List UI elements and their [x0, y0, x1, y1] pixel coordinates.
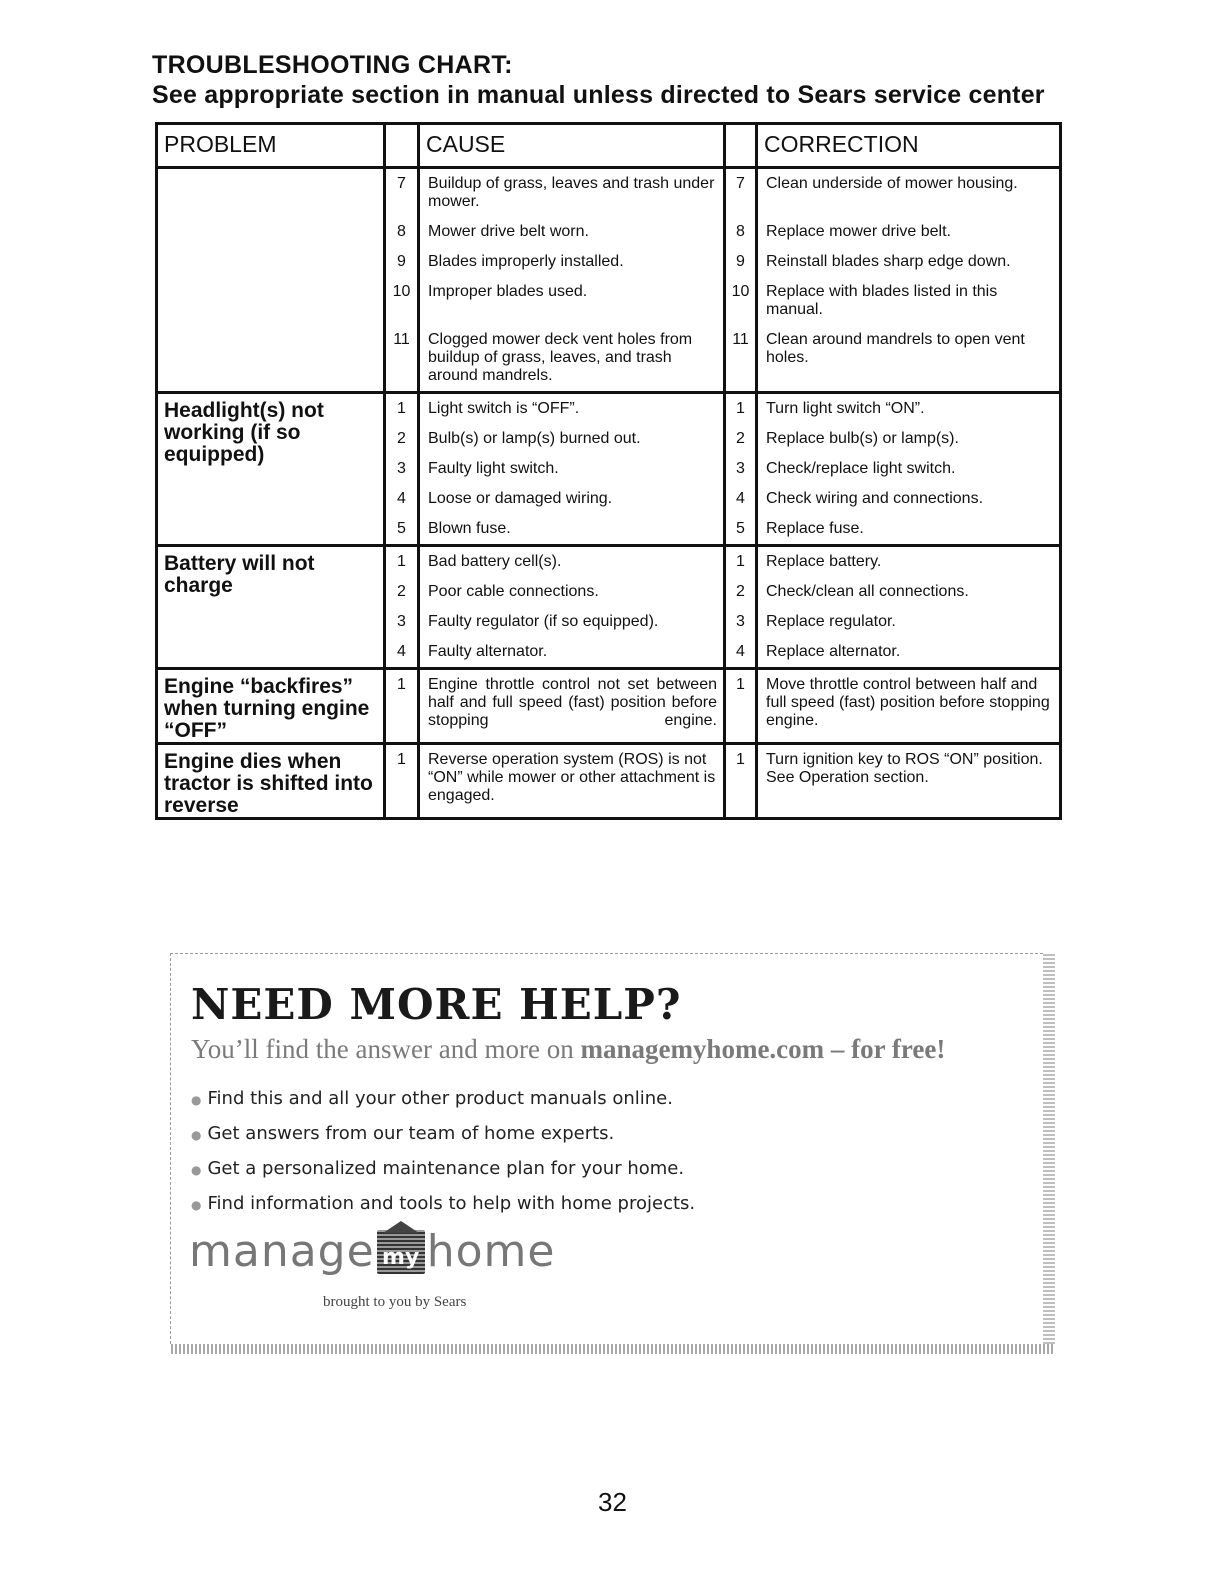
bullet-text: Get a personalized maintenance plan for your home.	[207, 1158, 685, 1179]
page-title: TROUBLESHOOTING CHART:	[152, 51, 513, 79]
row-number: 2	[385, 577, 419, 607]
row-number: 1	[725, 669, 757, 744]
row-number: 7	[385, 168, 419, 218]
page-subtitle: See appropriate section in manual unless directed to Sears service center	[152, 81, 1045, 109]
correction-cell: Check wiring and connections.	[757, 484, 1061, 514]
help-subtitle-text: You’ll find the answer and more on	[191, 1034, 581, 1064]
problem-cell: Headlight(s) not working (if so equipped)	[157, 393, 385, 546]
correction-cell: Replace mower drive belt.	[757, 217, 1061, 247]
header-problem: PROBLEM	[157, 124, 385, 168]
correction-cell: Clean underside of mower housing.	[757, 168, 1061, 218]
correction-cell: Reinstall blades sharp edge down.	[757, 247, 1061, 277]
row-number: 3	[725, 454, 757, 484]
managemyhome-logo	[189, 1226, 555, 1286]
row-number: 8	[725, 217, 757, 247]
correction-cell: Check/clean all connections.	[757, 577, 1061, 607]
row-number: 10	[725, 277, 757, 325]
row-number: 1	[725, 546, 757, 578]
cause-cell: Blades improperly installed.	[419, 247, 725, 277]
row-number: 1	[385, 669, 419, 744]
row-number: 11	[725, 325, 757, 393]
cause-cell: Buildup of grass, leaves and trash under mower.	[419, 168, 725, 218]
row-number: 1	[385, 546, 419, 578]
correction-cell: Clean around mandrels to open vent holes.	[757, 325, 1061, 393]
row-number: 10	[385, 277, 419, 325]
row-number: 9	[385, 247, 419, 277]
correction-cell: Move throttle control between half and full speed (fast) position before stopping engine.	[757, 669, 1061, 744]
table-row	[157, 393, 1061, 425]
row-number: 2	[725, 424, 757, 454]
header-correction: CORRECTION	[757, 124, 1061, 168]
row-number: 1	[725, 744, 757, 819]
problem-cell: Engine dies when tractor is shifted into reverse	[157, 744, 385, 819]
header-num-blank	[385, 124, 419, 168]
row-number: 4	[725, 637, 757, 669]
cause-cell: Poor cable connections.	[419, 577, 725, 607]
logo-tagline: brought to you by Sears	[323, 1294, 467, 1310]
correction-cell: Check/replace light switch.	[757, 454, 1061, 484]
row-number: 7	[725, 168, 757, 218]
bullet-icon: ●	[191, 1128, 202, 1142]
bullet-text: Get answers from our team of home experts.	[207, 1123, 615, 1144]
logo-word-home: home	[426, 1226, 556, 1277]
cause-cell: Bulb(s) or lamp(s) burned out.	[419, 424, 725, 454]
bullet-icon: ●	[191, 1163, 202, 1177]
row-number: 11	[385, 325, 419, 393]
row-number: 1	[385, 744, 419, 819]
help-title: NEED MORE HELP?	[191, 980, 682, 1029]
table-row	[157, 744, 1061, 819]
list-item	[191, 1082, 695, 1117]
list-item	[191, 1117, 695, 1152]
row-number: 1	[385, 393, 419, 425]
logo-word-manage: manage	[189, 1226, 375, 1277]
row-number: 2	[725, 577, 757, 607]
correction-cell: Replace bulb(s) or lamp(s).	[757, 424, 1061, 454]
heading	[152, 50, 1092, 110]
cause-cell: Bad battery cell(s).	[419, 546, 725, 578]
header-cause: CAUSE	[419, 124, 725, 168]
row-number: 4	[385, 484, 419, 514]
correction-cell: Replace battery.	[757, 546, 1061, 578]
cause-cell: Faulty regulator (if so equipped).	[419, 607, 725, 637]
correction-cell: Replace fuse.	[757, 514, 1061, 546]
row-number: 4	[385, 637, 419, 669]
problem-cell: Engine “backfires” when turning engine “OFF”	[157, 669, 385, 744]
cause-cell: Faulty light switch.	[419, 454, 725, 484]
correction-cell: Replace alternator.	[757, 637, 1061, 669]
list-item	[191, 1152, 695, 1187]
page-number: 32	[598, 1487, 627, 1517]
row-number: 5	[725, 514, 757, 546]
cause-cell: Clogged mower deck vent holes from buildup of grass, leaves, and trash around mandrels.	[419, 325, 725, 393]
need-more-help-box	[170, 953, 1043, 1344]
table-header-row	[157, 124, 1061, 168]
row-number: 9	[725, 247, 757, 277]
row-number: 4	[725, 484, 757, 514]
row-number: 2	[385, 424, 419, 454]
cause-cell: Mower drive belt worn.	[419, 217, 725, 247]
header-num-blank	[725, 124, 757, 168]
cause-cell: Light switch is “OFF”.	[419, 393, 725, 425]
correction-cell: Turn light switch “ON”.	[757, 393, 1061, 425]
problem-cell	[157, 168, 385, 393]
house-icon	[377, 1230, 425, 1274]
cause-cell: Blown fuse.	[419, 514, 725, 546]
cause-cell: Reverse operation system (ROS) is not “ON” while mower or other attachment is engaged.	[419, 744, 725, 819]
troubleshooting-table	[155, 122, 1062, 820]
logo-word-my: my	[382, 1244, 420, 1270]
cause-cell: Improper blades used.	[419, 277, 725, 325]
help-subtitle-tail: – for free!	[824, 1034, 946, 1064]
row-number: 8	[385, 217, 419, 247]
correction-cell: Replace with blades listed in this manual.	[757, 277, 1061, 325]
cause-cell: Loose or damaged wiring.	[419, 484, 725, 514]
row-number: 3	[385, 607, 419, 637]
table-row	[157, 168, 1061, 218]
help-bullet-list	[191, 1082, 695, 1222]
cause-cell: Faulty alternator.	[419, 637, 725, 669]
help-subtitle	[191, 1034, 945, 1065]
bullet-text: Find this and all your other product manuals online.	[207, 1088, 673, 1109]
problem-cell: Battery will not charge	[157, 546, 385, 669]
table-row	[157, 546, 1061, 578]
row-number: 3	[385, 454, 419, 484]
list-item	[191, 1187, 695, 1222]
cause-cell: Engine throttle control not set between half and full speed (fast) position before stopping engine.	[419, 669, 725, 744]
row-number: 5	[385, 514, 419, 546]
table-row	[157, 669, 1061, 744]
row-number: 3	[725, 607, 757, 637]
correction-cell: Replace regulator.	[757, 607, 1061, 637]
bullet-icon: ●	[191, 1198, 202, 1212]
bullet-icon: ●	[191, 1093, 202, 1107]
correction-cell: Turn ignition key to ROS “ON” position. See Operation section.	[757, 744, 1061, 819]
row-number: 1	[725, 393, 757, 425]
bullet-text: Find information and tools to help with home projects.	[207, 1193, 696, 1214]
box-shadow-edge	[1043, 954, 1055, 1344]
box-shadow-edge	[171, 1344, 1055, 1354]
help-site-link[interactable]: managemyhome.com	[580, 1034, 825, 1064]
